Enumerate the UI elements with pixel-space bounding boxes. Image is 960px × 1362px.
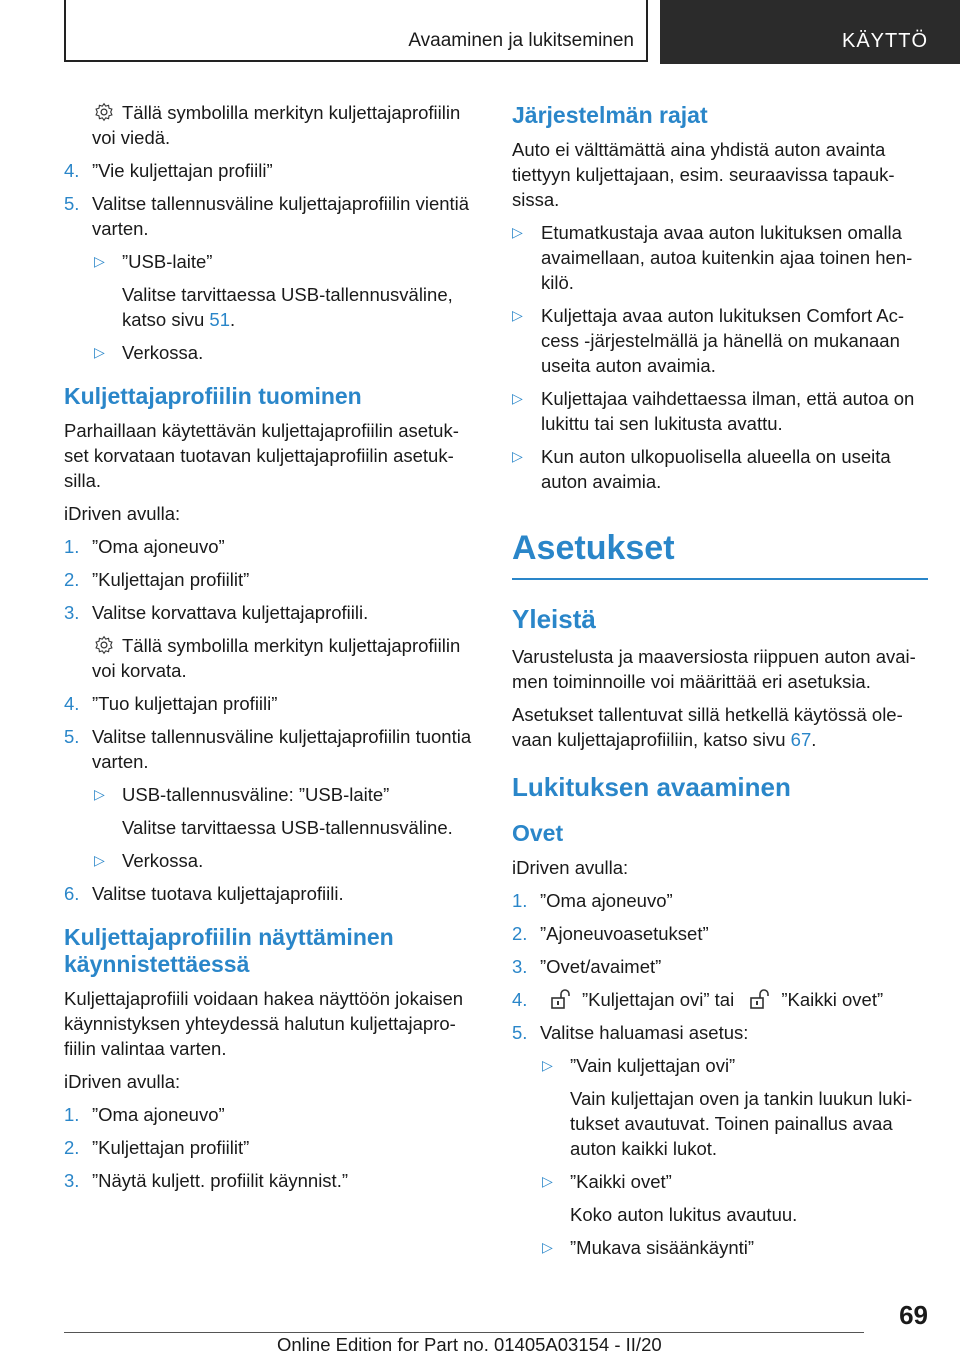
triangle-bullet-icon: ▷: [94, 344, 105, 360]
triangle-bullet-icon: ▷: [512, 448, 523, 464]
display-idrive: iDriven avulla:: [64, 1071, 181, 1092]
bullet-item: [64, 848, 474, 873]
triangle-bullet-icon: ▷: [512, 224, 523, 240]
list-item: [512, 1020, 928, 1045]
option-driver-door: ”Kuljettajan ovi”: [582, 989, 710, 1010]
list-text: ”Ovet/avaimet”: [540, 956, 662, 977]
import-idrive: iDriven avulla:: [64, 503, 181, 524]
header-section-title: Avaaminen ja lukitseminen: [408, 30, 634, 51]
bullet-text: ”Mukava sisäänkäynti”: [570, 1237, 755, 1258]
header-chapter-tab: [660, 0, 960, 64]
gear-icon: [92, 102, 116, 122]
page-link[interactable]: 51: [209, 309, 230, 330]
list-number: 1.: [64, 536, 80, 557]
list-text: ”Kuljettajan profiilit”: [92, 1137, 250, 1158]
list-text: Valitse tallennusväline kuljettajaprofiilin tuontia varten.: [92, 726, 472, 772]
triangle-bullet-icon: ▷: [94, 253, 105, 269]
unlock-icon: [548, 989, 574, 1009]
import-intro: Parhaillaan käytettävän kuljettajaprofiilin asetukset korvataan tuotavan kuljettajaprofiilin asetuksilla.: [64, 420, 459, 491]
doors-idrive: iDriven avulla:: [512, 857, 629, 878]
list-number: 2.: [64, 569, 80, 590]
footer-edition: Online Edition for Part no. 01405A03154 - II/20: [277, 1334, 662, 1355]
or-text: tai: [714, 989, 735, 1010]
general-paragraph-2: [512, 702, 928, 752]
list-item: [512, 888, 928, 913]
display-intro: Kuljettajaprofiili voidaan hakea näyttöön jokaisen käynnistyksen yhteydessä halutun kuljettajaprofiilin valintaa varten.: [64, 988, 464, 1059]
list-number: 6.: [64, 883, 80, 904]
bullet-item: [512, 1235, 928, 1260]
bullet-item: [64, 340, 474, 365]
page-number: 69: [899, 1300, 928, 1330]
import-heading: Kuljettajaprofiilin tuominen: [64, 383, 362, 409]
list-item: [512, 987, 928, 1012]
list-text: ”Kuljettajan profiilit”: [92, 569, 250, 590]
footer-divider: [64, 1332, 864, 1333]
list-item: [64, 881, 474, 906]
limits-heading: Järjestelmän rajat: [512, 102, 708, 128]
bullet-text: Kuljettajaa vaihdettaessa ilman, että autoa on lukittu tai sen lukitusta avattu.: [541, 388, 915, 434]
list-number: 4.: [64, 160, 80, 181]
list-text: Valitse tallennusväline kuljettajaprofiilin vientiä varten.: [92, 193, 470, 239]
list-item: [64, 191, 474, 241]
bullet-text: Kun auton ulkopuolisella alueella on useita auton avaimia.: [541, 446, 891, 492]
bullet-text: ”Vain kuljettajan ovi”: [570, 1055, 736, 1076]
list-text: Valitse haluamasi asetus:: [540, 1022, 749, 1043]
display-heading: Kuljettajaprofiilin näyttäminen käynnistettäessä: [64, 924, 394, 977]
header-section-tab: [64, 0, 648, 62]
list-item: [64, 567, 474, 592]
list-item: [512, 921, 928, 946]
export-note: [64, 100, 474, 150]
triangle-bullet-icon: ▷: [512, 307, 523, 323]
list-number: 4.: [512, 989, 528, 1010]
list-item: [64, 534, 474, 559]
list-number: 5.: [64, 726, 80, 747]
list-text: Valitse korvattava kuljettajaprofiili.: [92, 602, 369, 623]
list-item: [64, 724, 474, 774]
list-number: 4.: [64, 693, 80, 714]
bullet-item: [64, 249, 474, 274]
import-note: [64, 633, 474, 683]
bullet-text: Verkossa.: [122, 850, 204, 871]
list-item: [64, 600, 474, 625]
list-text: ”Oma ajoneuvo”: [92, 1104, 225, 1125]
general-paragraph-2-text: Asetukset tallentuvat sillä hetkellä käytössä olevaan kuljettajaprofiiliin, katso sivu: [512, 704, 903, 750]
bullet-item: [64, 782, 474, 807]
doors-heading: Ovet: [512, 820, 564, 846]
sub-note-end: .: [229, 309, 236, 330]
sub-note: [64, 282, 474, 332]
general-paragraph-1: Varustelusta ja maaversiosta riippuen auton avaimen toiminnoille voi määrittää eri asetuksia.: [512, 646, 916, 692]
header-chapter-title: KÄYTTÖ: [841, 30, 928, 52]
list-text: ”Oma ajoneuvo”: [540, 890, 673, 911]
sub-note: Vain kuljettajan oven ja tankin luukun lukitukset avautuvat. Toinen painallus avaa auton kaikki lukot.: [570, 1088, 913, 1159]
list-text: ”Näytä kuljett. profiilit käynnist.”: [92, 1170, 349, 1191]
settings-title: Asetukset: [512, 528, 928, 580]
bullet-item: [512, 1169, 928, 1194]
bullet-item: [512, 386, 928, 436]
triangle-bullet-icon: ▷: [94, 786, 105, 802]
right-column: [512, 100, 928, 1268]
list-text: ”Ajoneuvoasetukset”: [540, 923, 709, 944]
list-item: [64, 691, 474, 716]
sub-note-text: Valitse tarvittaessa USB-tallennusväline, katso sivu: [122, 284, 453, 330]
bullet-item: [512, 303, 928, 378]
bullet-text: USB-tallennusväline: ”USB-laite”: [122, 784, 390, 805]
sub-note: Koko auton lukitus avautuu.: [570, 1204, 798, 1225]
list-number: 3.: [64, 1170, 80, 1191]
bullet-text: ”Kaikki ovet”: [570, 1171, 672, 1192]
list-text: ”Vie kuljettajan profiili”: [92, 160, 273, 181]
list-number: 3.: [512, 956, 528, 977]
list-item: [64, 1102, 474, 1127]
list-text: Valitse tuotava kuljettajaprofiili.: [92, 883, 344, 904]
bullet-text: Verkossa.: [122, 342, 204, 363]
sub-note: Valitse tarvittaessa USB-tallennusväline.: [122, 817, 453, 838]
general-paragraph-2-end: .: [811, 729, 817, 750]
list-item: [64, 158, 474, 183]
list-number: 3.: [64, 602, 80, 623]
triangle-bullet-icon: ▷: [512, 390, 523, 406]
triangle-bullet-icon: ▷: [542, 1057, 553, 1073]
triangle-bullet-icon: ▷: [94, 852, 105, 868]
list-number: 1.: [64, 1104, 80, 1125]
list-number: 5.: [64, 193, 80, 214]
general-heading: Yleistä: [512, 604, 596, 634]
list-item: [512, 954, 928, 979]
bullet-item: [512, 444, 928, 494]
bullet-text: Kuljettaja avaa auton lukituksen Comfort Access -järjestelmällä ja hänellä on mukanaan useita auton avaimia.: [541, 305, 905, 376]
limits-intro: Auto ei välttämättä aina yhdistä auton avainta tiettyyn kuljettajaan, esim. seuraavissa tapauksissa.: [512, 139, 895, 210]
triangle-bullet-icon: ▷: [542, 1239, 553, 1255]
triangle-bullet-icon: ▷: [542, 1173, 553, 1189]
list-number: 5.: [512, 1022, 528, 1043]
list-number: 1.: [512, 890, 528, 911]
option-all-doors: ”Kaikki ovet”: [781, 989, 884, 1010]
unlock-icon: [747, 989, 773, 1009]
list-number: 2.: [512, 923, 528, 944]
import-note-text: Tällä symbolilla merkityn kuljettajaprofiilin voi korvata.: [92, 635, 461, 681]
list-item: [64, 1135, 474, 1160]
unlock-heading: Lukituksen avaaminen: [512, 772, 791, 802]
list-number: 2.: [64, 1137, 80, 1158]
list-item: [64, 1168, 474, 1193]
export-note-text: Tällä symbolilla merkityn kuljettajaprofiilin voi viedä.: [92, 102, 461, 148]
bullet-text: ”USB-laite”: [122, 251, 213, 272]
bullet-text: Etumatkustaja avaa auton lukituksen omalla avaimellaan, autoa kuitenkin ajaa toinen henkilö.: [541, 222, 913, 293]
bullet-item: [512, 220, 928, 295]
list-text: ”Tuo kuljettajan profiili”: [92, 693, 278, 714]
left-column: [64, 100, 474, 1201]
gear-icon: [92, 635, 116, 655]
page-link[interactable]: 67: [790, 729, 812, 750]
list-text: ”Oma ajoneuvo”: [92, 536, 225, 557]
bullet-item: [512, 1053, 928, 1078]
